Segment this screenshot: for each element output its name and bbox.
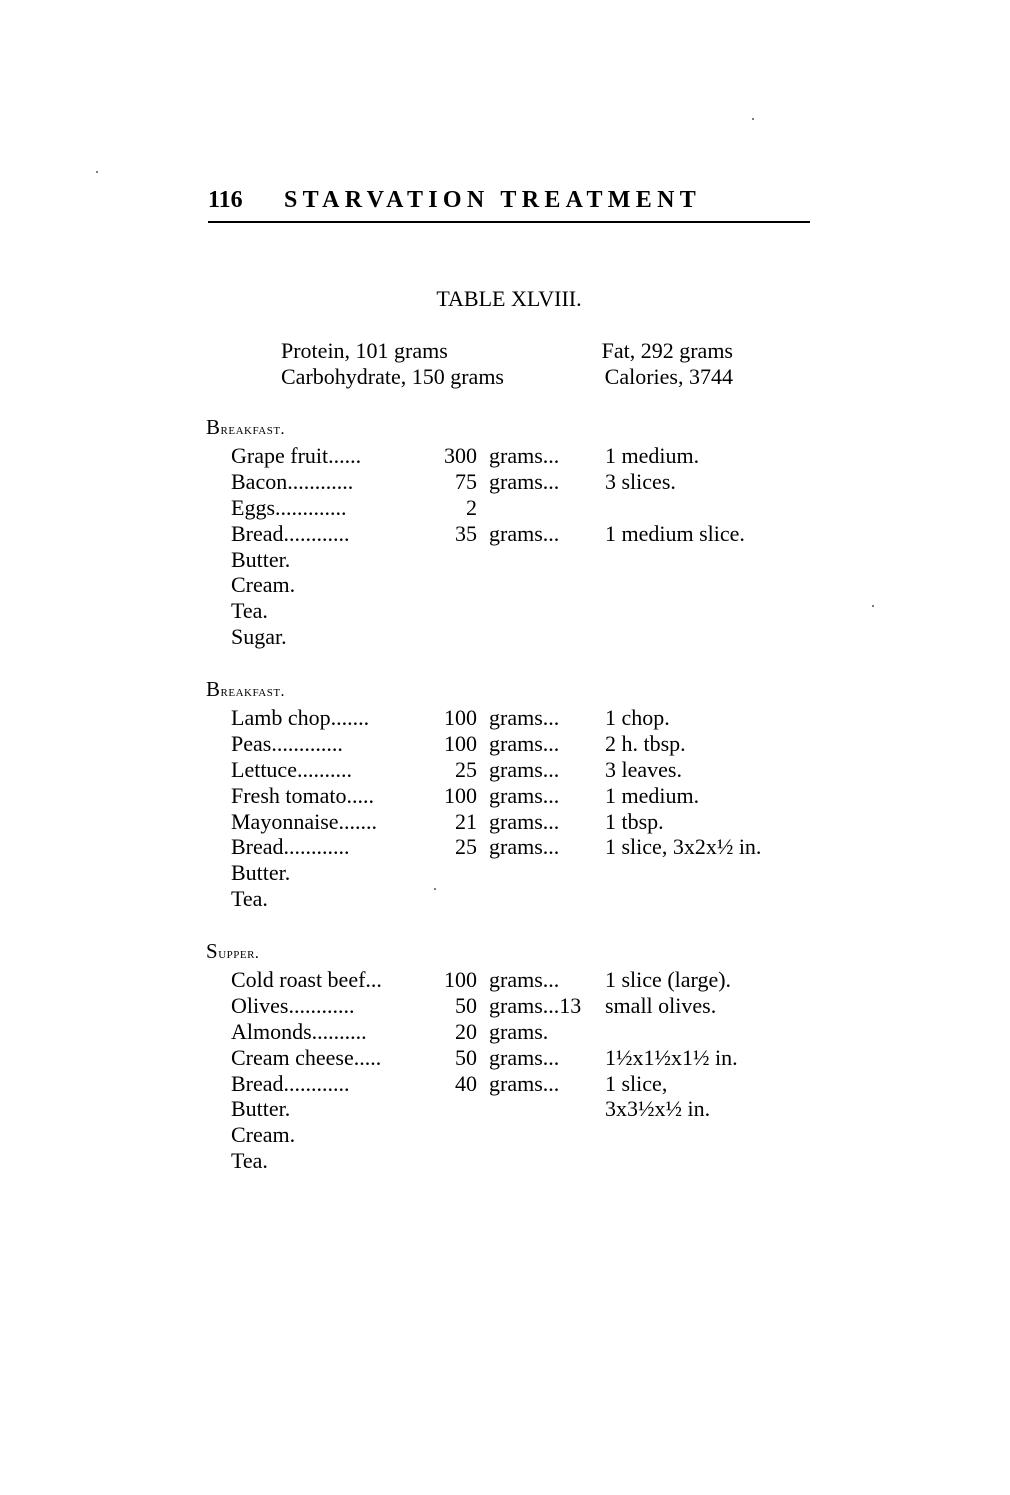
- header-rule: [208, 221, 810, 223]
- scan-speck: [752, 118, 754, 120]
- meal-section-breakfast: [206, 414, 745, 650]
- food-unit: grams...: [489, 756, 560, 782]
- food-row: [231, 834, 762, 860]
- food-quantity: 300: [444, 443, 477, 468]
- food-unit: grams...: [489, 520, 560, 546]
- food-measure: 3 leaves.: [605, 756, 682, 782]
- food-row: [231, 756, 682, 783]
- food-row: [231, 1070, 668, 1097]
- running-title: STARVATION TREATMENT: [284, 187, 702, 213]
- food-name: Lettuce..........: [231, 756, 352, 782]
- summary-row: [281, 338, 741, 364]
- food-unit: grams...: [489, 782, 560, 808]
- food-unit: grams...: [489, 705, 560, 730]
- food-row: [231, 572, 296, 598]
- food-unit: grams...13: [489, 992, 582, 1018]
- food-quantity: 35: [455, 520, 477, 546]
- section-title: Breakfast.: [206, 415, 286, 439]
- food-name: Cold roast beef...: [231, 967, 382, 992]
- food-quantity: 21: [455, 808, 477, 834]
- food-name: Bread............: [231, 1070, 350, 1096]
- food-row: [231, 1018, 549, 1045]
- summary-row: [281, 364, 741, 390]
- food-quantity: 20: [455, 1018, 477, 1044]
- food-row: [231, 1148, 268, 1174]
- food-name: Bread............: [231, 520, 350, 546]
- meal-section-supper: [206, 938, 738, 1174]
- table-title: TABLE XLVIII.: [436, 286, 582, 311]
- food-measure: 1 slice (large).: [605, 967, 732, 992]
- food-quantity: 100: [444, 730, 477, 756]
- food-unit: grams...: [489, 1070, 560, 1096]
- food-measure: 1 slice, 3x2x½ in.: [605, 834, 762, 860]
- food-row: [231, 992, 717, 1019]
- food-row: [231, 886, 285, 912]
- food-row: [231, 808, 664, 835]
- food-unit: grams...: [489, 967, 560, 992]
- food-unit: grams.: [489, 1018, 549, 1044]
- food-list: [231, 443, 745, 650]
- food-name: Mayonnaise.......: [231, 808, 378, 834]
- food-row: [231, 967, 732, 993]
- food-row: [231, 730, 686, 757]
- food-name: Almonds..........: [231, 1018, 367, 1044]
- scan-speck: [872, 605, 874, 607]
- food-measure: 1½x1½x1½ in.: [605, 1044, 738, 1070]
- food-measure: 1 slice,: [605, 1070, 668, 1096]
- food-quantity: 100: [444, 967, 477, 992]
- food-measure: 1 medium slice.: [605, 520, 745, 546]
- food-quantity: 25: [455, 834, 477, 860]
- food-name: Cream cheese.....: [231, 1044, 382, 1070]
- food-name: Sugar.: [231, 624, 287, 650]
- food-name: Cream.: [231, 572, 296, 598]
- food-measure: small olives.: [605, 992, 717, 1018]
- food-measure: 3x3½x½ in.: [605, 1096, 711, 1122]
- food-measure: 1 tbsp.: [605, 808, 664, 834]
- food-row: [231, 546, 291, 573]
- food-row: [231, 624, 285, 650]
- food-name: Cream.: [231, 1122, 296, 1148]
- food-quantity: 25: [455, 756, 477, 782]
- food-unit: grams...: [489, 808, 560, 834]
- food-list: [231, 967, 738, 1174]
- food-list: [231, 705, 762, 912]
- food-unit: grams...: [489, 730, 560, 756]
- summary-left: Protein, 101 grams: [281, 338, 448, 363]
- food-quantity: 75: [455, 468, 477, 494]
- food-unit: grams...: [489, 834, 560, 860]
- food-name: Butter.: [231, 1096, 291, 1122]
- food-row: [231, 1122, 296, 1148]
- food-row: [231, 860, 291, 886]
- food-measure: 1 medium.: [605, 782, 700, 808]
- food-name: Peas.............: [231, 730, 343, 756]
- food-name: Bread............: [231, 834, 350, 860]
- meal-section-breakfast-second: [206, 676, 762, 912]
- food-name: Butter.: [231, 546, 291, 572]
- food-measure: 1 chop.: [605, 705, 670, 730]
- food-row: [231, 443, 700, 469]
- summary-left: Carbohydrate, 150 grams: [281, 364, 504, 389]
- food-name: Tea.: [231, 886, 268, 912]
- food-name: Butter.: [231, 860, 291, 886]
- food-row: [231, 598, 285, 624]
- nutrition-summary: [281, 338, 741, 390]
- food-measure: 3 slices.: [605, 468, 676, 494]
- food-name: Lamb chop.......: [231, 705, 370, 730]
- food-unit: grams...: [489, 443, 560, 468]
- summary-right: Fat, 292 grams: [601, 338, 733, 363]
- section-title: Supper.: [206, 939, 260, 963]
- running-header: [208, 184, 808, 216]
- food-quantity: 100: [444, 705, 477, 730]
- scan-speck: [96, 171, 98, 173]
- food-row: [231, 494, 477, 521]
- food-quantity: 40: [455, 1070, 477, 1096]
- food-quantity: 50: [455, 992, 477, 1018]
- food-name: Tea.: [231, 598, 268, 624]
- food-name: Tea.: [231, 1148, 268, 1174]
- food-name: Bacon............: [231, 468, 354, 494]
- food-row: [231, 1044, 738, 1071]
- food-name: Olives............: [231, 992, 355, 1018]
- food-row: [231, 1096, 711, 1122]
- food-row: [231, 705, 670, 731]
- food-row: [231, 782, 700, 809]
- food-measure: 2 h. tbsp.: [605, 730, 686, 756]
- summary-right: Calories, 3744: [604, 364, 733, 389]
- food-name: Fresh tomato.....: [231, 782, 374, 808]
- food-quantity: 100: [444, 782, 477, 808]
- food-row: [231, 468, 676, 495]
- food-row: [231, 520, 745, 547]
- food-unit: grams...: [489, 1044, 560, 1070]
- page-number: 116: [208, 187, 243, 213]
- food-name: Eggs.............: [231, 494, 347, 520]
- section-title: Breakfast.: [206, 677, 286, 701]
- food-unit: grams...: [489, 468, 560, 494]
- scan-speck: [434, 888, 436, 890]
- food-name: Grape fruit......: [231, 443, 362, 468]
- food-measure: 1 medium.: [605, 443, 700, 468]
- food-quantity: 2: [466, 494, 477, 520]
- food-quantity: 50: [455, 1044, 477, 1070]
